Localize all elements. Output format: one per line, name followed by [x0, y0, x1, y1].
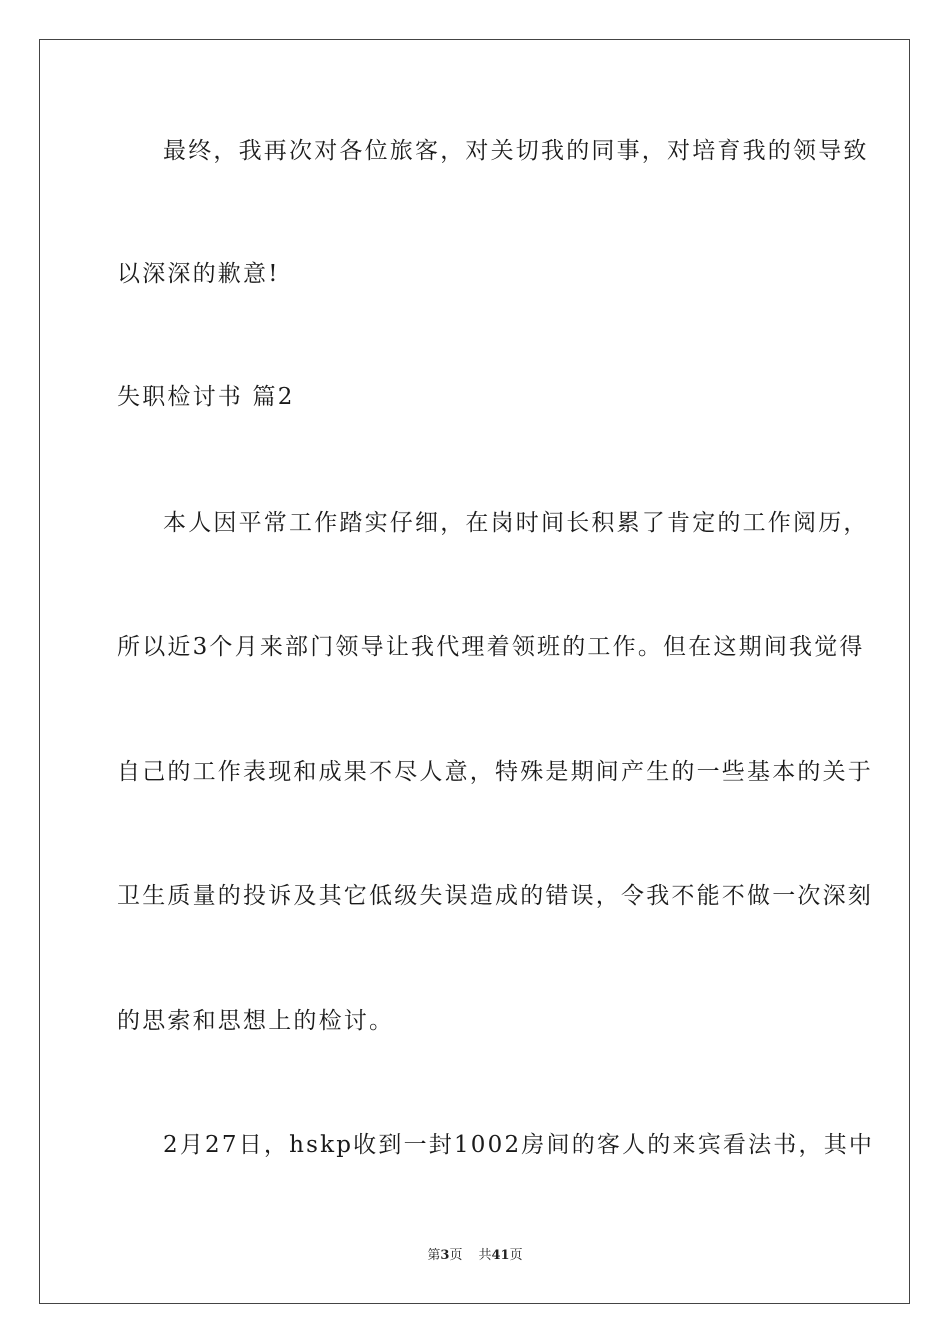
- total-pages: 41: [491, 1248, 510, 1263]
- page-footer: [0, 1248, 950, 1264]
- paragraph-line: 最终，我再次对各位旅客，对关切我的同事，对培育我的领导致: [163, 138, 869, 164]
- page-prefix: 第: [427, 1248, 441, 1263]
- paragraph-line: 的思索和思想上的检讨。: [117, 1008, 395, 1034]
- paragraph-line: 所以近3个月来部门领导让我代理着领班的工作。但在这期间我觉得: [117, 634, 865, 660]
- section-heading: 失职检讨书 篇2: [117, 384, 295, 410]
- total-prefix: 共: [478, 1248, 492, 1263]
- page-suffix: 页: [449, 1248, 463, 1263]
- total-suffix: 页: [509, 1248, 523, 1263]
- paragraph-line: 2月27日，hskp收到一封1002房间的客人的来宾看法书，其中: [163, 1132, 875, 1158]
- paragraph-line: 以深深的歉意!: [117, 261, 280, 287]
- paragraph-line: 自己的工作表现和成果不尽人意，特殊是期间产生的一些基本的关于: [117, 759, 873, 785]
- page-border: [39, 39, 910, 1304]
- paragraph-line: 卫生质量的投诉及其它低级失误造成的错误，令我不能不做一次深刻: [117, 883, 873, 909]
- page-number: 3: [440, 1248, 450, 1263]
- paragraph-line: 本人因平常工作踏实仔细，在岗时间长积累了肯定的工作阅历，: [163, 510, 869, 536]
